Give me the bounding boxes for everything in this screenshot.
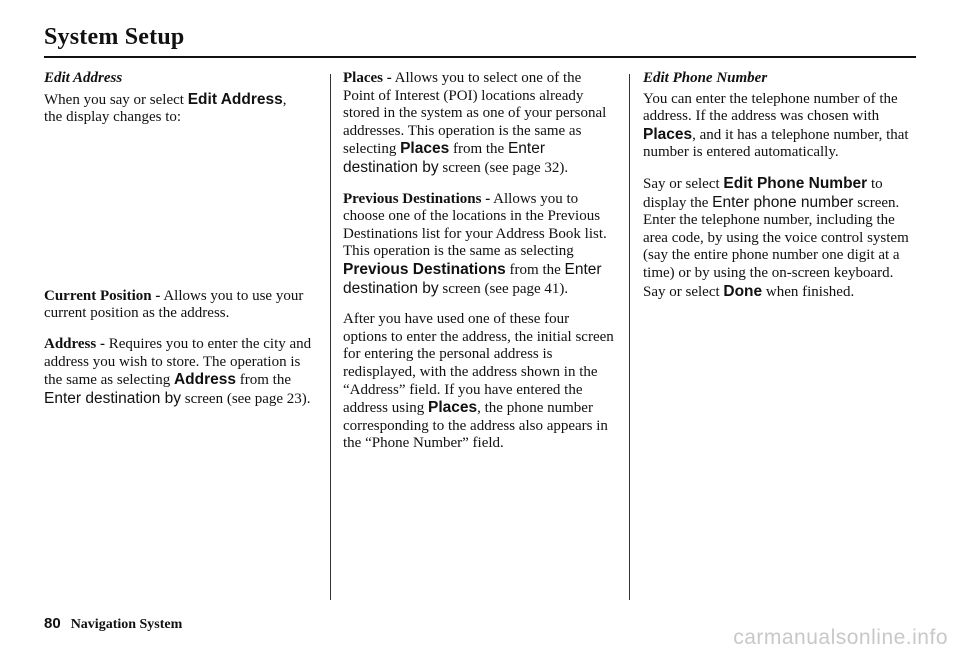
address-label: Address xyxy=(173,371,236,389)
page-footer xyxy=(44,615,182,633)
previous-destinations-label: Previous Destinations xyxy=(343,260,506,278)
current-position-paragraph: Current Position - Allows you to use your current position as the address. xyxy=(44,287,304,322)
column-divider-1 xyxy=(330,74,331,600)
done-label: Done xyxy=(723,282,763,300)
phone-edit-paragraph: Say or select Edit Phone Number to display the Enter phone number screen. Enter the telephone number, including the area code, by using the voice control system (say the entire phone number one digit at a time) or by using the on-screen keyboard. Say or select Done when finished. xyxy=(643,174,909,300)
address-paragraph: Address - Requires you to enter the city and address you wish to store. The operation is the same as selecting Address from the Enter destination by screen (see page 23). xyxy=(44,335,312,407)
places-label: Places xyxy=(400,140,450,158)
places-label: Places xyxy=(643,125,693,143)
edit-address-heading: Edit Address xyxy=(44,70,123,86)
edit-phone-number-heading: Edit Phone Number xyxy=(643,70,768,86)
enter-destination-screen-name: Enter destination by xyxy=(44,389,182,407)
column-2 xyxy=(343,70,615,466)
edit-address-intro: When you say or select Edit Address, the display changes to: xyxy=(44,90,287,126)
enter-destination-screen-name: Enter destination by xyxy=(343,260,602,297)
enter-destination-screen-name: Enter destination by xyxy=(343,140,546,176)
phone-intro-paragraph: You can enter the telephone number of the address. If the address was chosen with Places, and it has a telephone number, that number is entered automatically. xyxy=(643,90,909,161)
places-paragraph: Places - Allows you to select one of the Point of Interest (POI) locations already stored in the system as one of your personal addresses. This operation is the same as selecting Places from the Enter destination by screen (see page 32). xyxy=(343,70,607,176)
after-paragraph: After you have used one of these four options to enter the address, the initial screen for entering the personal address is redisplayed, with the address shown in the “Address” field. If you have entered the address using Places, the phone number corresponding to the address also appears in the “Phone Number” field. xyxy=(343,311,614,452)
footer-section-title: Navigation System xyxy=(70,617,183,632)
page-title: System Setup xyxy=(44,24,185,50)
page-number: 80 xyxy=(44,615,61,632)
column-divider-2 xyxy=(629,74,630,600)
edit-phone-number-label: Edit Phone Number xyxy=(723,174,868,192)
title-rule xyxy=(44,56,916,58)
edit-address-label: Edit Address xyxy=(187,90,283,108)
places-label: Places xyxy=(428,399,478,417)
enter-phone-number-screen-name: Enter phone number xyxy=(712,193,854,211)
column-3 xyxy=(643,70,915,314)
previous-destinations-paragraph: Previous Destinations - Allows you to choose one of the locations in the Previous Destinations list for your Address Book list. This operation is the same as selecting Previous Destinations from the Enter destination by screen (see page 41). xyxy=(343,190,607,297)
screen-image-placeholder xyxy=(44,140,316,288)
watermark: carmanualsonline.info xyxy=(733,626,948,649)
column-1 xyxy=(44,70,316,421)
